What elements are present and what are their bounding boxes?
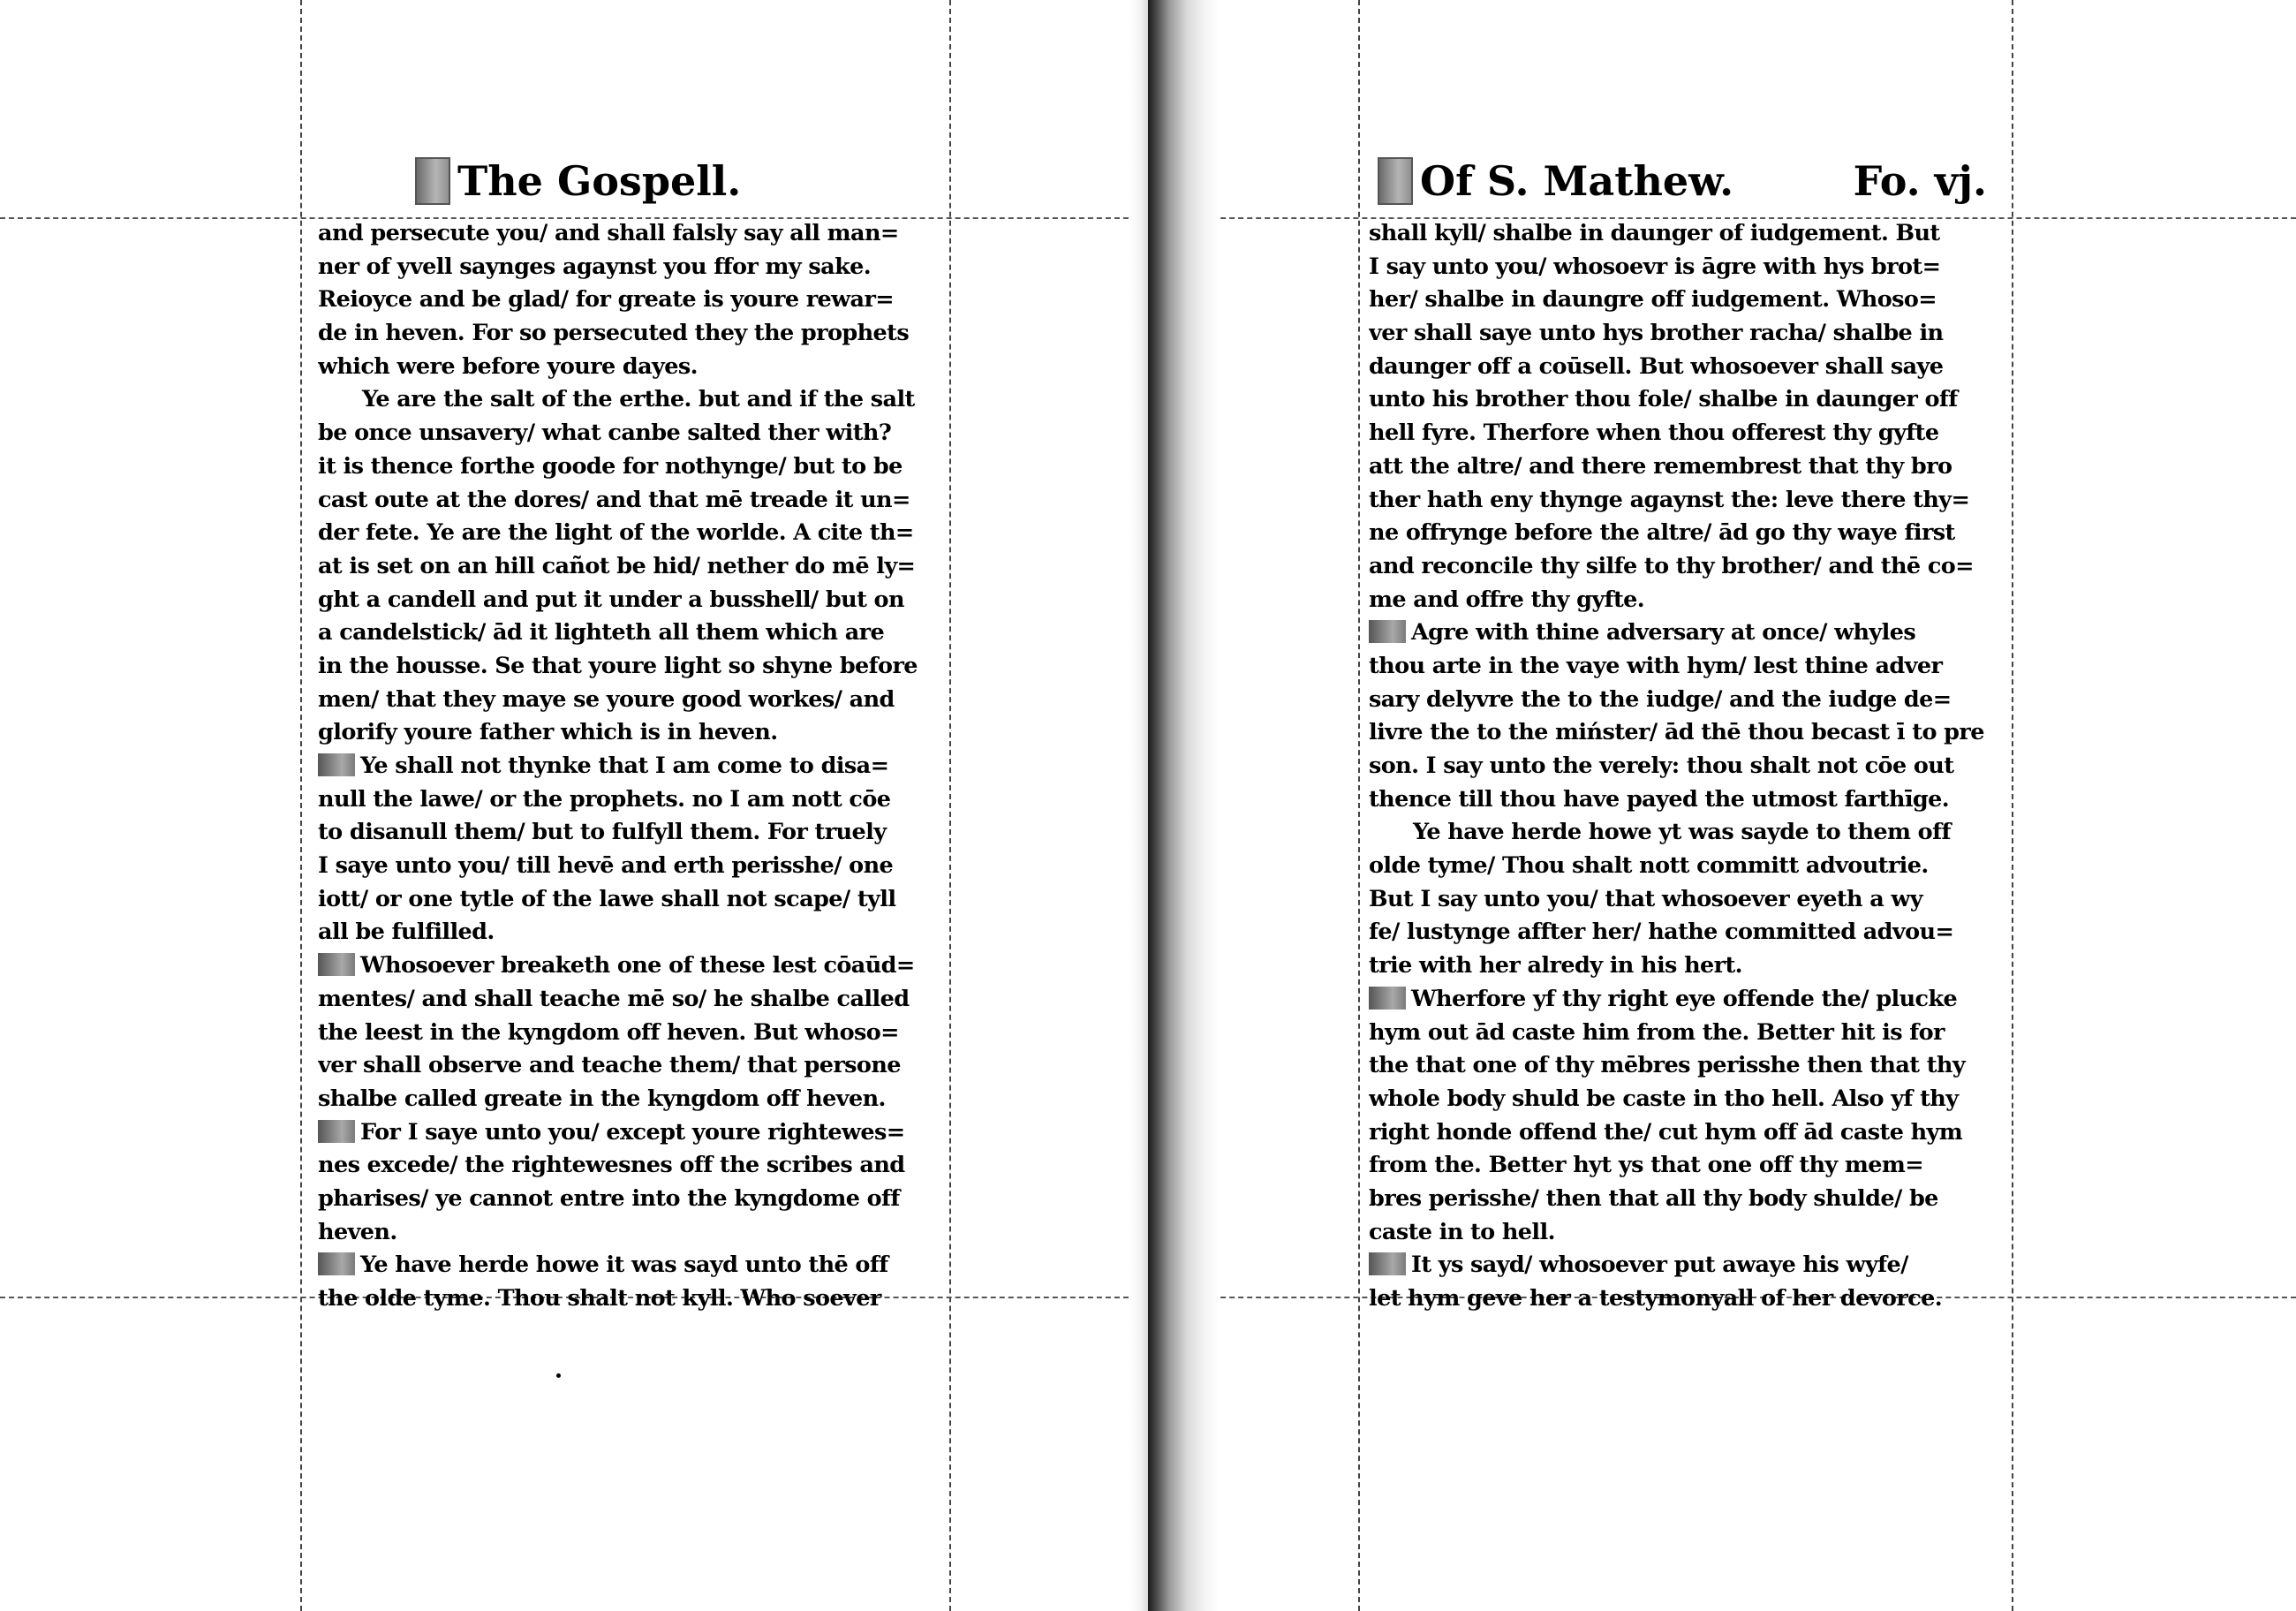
text-line: fe/ lustynge affter her/ hathe committed advou= [1369, 919, 1954, 946]
paragraph-mark-icon [318, 753, 355, 776]
text-line: thou arte in the vaye with hym/ lest thine adver [1369, 652, 1943, 679]
initial-mark-icon [415, 157, 450, 205]
text-line: a candelstick/ ād it lighteth all them which are [318, 619, 885, 647]
initial-mark-icon [1378, 157, 1413, 205]
right-page [1351, 0, 1987, 1611]
guide-line-vertical-4 [2012, 0, 2013, 1611]
text-line: the olde tyme. Thou shalt not kyll. Who soever [318, 1285, 881, 1312]
ink-speck [556, 1373, 561, 1378]
text-line: Reioyce and be glad/ for greate is youre rewar= [318, 286, 895, 314]
text-line: thence till thou have payed the utmost farthīge. [1369, 785, 1950, 813]
folio-number: Fo. vj. [1853, 157, 1987, 205]
text-line: I saye unto you/ till hevē and erth perisshe/ one [318, 852, 894, 880]
text-line: nes excede/ the rightewesnes off the scribes and [318, 1152, 905, 1179]
text-line: Ye have herde howe it was sayd unto thē off [318, 1249, 954, 1282]
text-line: the leest in the kyngdom off heven. But whoso= [318, 1018, 899, 1046]
text-line: sary delyvre the to the iudge/ and the iudge de= [1369, 685, 1952, 713]
text-line: which were before youre dayes. [318, 352, 698, 380]
text-line: her/ shalbe in daungre off iudgement. Whoso= [1369, 286, 1937, 314]
text-line: cast oute at the dores/ and that mē treade it un= [318, 486, 910, 513]
text-line: mentes/ and shall teache mē so/ he shalbe called [318, 985, 910, 1012]
text-line: men/ that they maye se youre good workes/ and [318, 685, 895, 713]
text-line: and persecute you/ and shall falsly say all man= [318, 220, 899, 246]
text-line: For I saye unto you/ except youre rightewes= [318, 1116, 954, 1150]
text-line: at is set on an hill cañot be hid/ nether do mē ly= [318, 552, 916, 579]
text-line: ther hath eny thynge agaynst the: leve there thy= [1369, 486, 1970, 513]
right-page-text [1369, 217, 1987, 1316]
text-line: hym out ād caste him from the. Better hit is for [1369, 1018, 1945, 1046]
paragraph-mark-icon [1369, 1252, 1406, 1275]
text-line: right honde offend the/ cut hym off ād caste hym [1369, 1118, 1963, 1146]
text-line: pharises/ ye cannot entre into the kyngdome off [318, 1184, 900, 1212]
text-line: whole body shuld be caste in tho hell. Also yf thy [1369, 1085, 1959, 1112]
text-line: att the altre/ and there remembrest that thy bro [1369, 452, 1952, 480]
text-line: shalbe called greate in the kyngdom off heven. [318, 1085, 886, 1112]
text-line: unto his brother thou fole/ shalbe in daunger off [1369, 386, 1958, 413]
left-page-text [318, 217, 954, 1316]
text-line: null the lawe/ or the prophets. no I am nott cōe [318, 785, 891, 813]
text-line: caste in to hell. [1369, 1218, 1555, 1245]
left-running-head [415, 152, 741, 210]
text-line: de in heven. For so persecuted they the prophets [318, 320, 910, 347]
text-line: Ye have herde howe yt was sayde to them off [1413, 819, 1951, 846]
text-line: daunger off a coūsell. But whosoever shall saye [1369, 352, 1944, 380]
text-line: iott/ or one tytle of the lawe shall not scape/ tyll [318, 885, 896, 912]
text-line: shall kyll/ shalbe in daunger of iudgement. But [1369, 220, 1940, 246]
left-running-head-text: The Gospell. [457, 157, 742, 205]
text-line: be once unsavery/ what canbe salted ther with? [318, 420, 892, 447]
text-line: and reconcile thy silfe to thy brother/ and thē co= [1369, 552, 1974, 579]
right-running-head-text: Of S. Mathew. [1420, 157, 1734, 205]
text-line: all be fulfilled. [318, 919, 495, 946]
text-line: ver shall saye unto hys brother racha/ shalbe in [1369, 320, 1944, 347]
text-line: der fete. Ye are the light of the worlde. A cite th= [318, 519, 914, 547]
text-line: heven. [318, 1218, 397, 1245]
left-page [300, 0, 954, 1611]
text-line: to disanull them/ but to fulfyll them. For truely [318, 819, 887, 846]
text-line: ver shall observe and teache them/ that persone [318, 1052, 901, 1079]
right-running-head [1378, 152, 1996, 210]
paragraph-mark-icon [1369, 620, 1406, 643]
text-line: son. I say unto the verely: thou shalt not cōe out [1369, 753, 1954, 779]
paragraph-mark-icon [318, 1120, 355, 1143]
text-line: I say unto you/ whosoevr is āgre with hys brot= [1369, 253, 1941, 280]
text-line: olde tyme/ Thou shalt nott committ advoutrie. [1369, 852, 1929, 880]
text-line: It ys sayd/ whosoever put awaye his wyfe/ [1369, 1249, 1987, 1282]
text-line: Ye shall not thynke that I am come to disa= [318, 750, 954, 783]
text-line: me and offre thy gyfte. [1369, 586, 1645, 613]
paragraph-mark-icon [1369, 987, 1406, 1010]
text-line: the that one of thy mēbres perisshe then that thy [1369, 1052, 1966, 1079]
text-line: livre the to the mińster/ ād thē thou becast ī to pre [1369, 719, 1984, 746]
text-line: Agre with thine adversary at once/ whyles [1369, 616, 1987, 650]
text-line: let hym geve her a testymonyall of her devorce. [1369, 1285, 1942, 1312]
paragraph-mark-icon [318, 1252, 355, 1275]
text-line: trie with her alredy in his hert. [1369, 952, 1742, 979]
gutter-shadow [1130, 0, 1148, 1611]
text-line: from the. Better hyt ys that one off thy mem= [1369, 1152, 1924, 1179]
text-line: Whosoever breaketh one of these lest cōaūd= [318, 949, 954, 983]
text-line: Wherfore yf thy right eye offende the/ plucke [1369, 983, 1987, 1017]
text-line: hell fyre. Therfore when thou offerest thy gyfte [1369, 420, 1939, 447]
text-line: But I say unto you/ that whosoever eyeth a wy [1369, 885, 1922, 912]
text-line: ne offrynge before the altre/ ād go thy waye first [1369, 519, 1955, 547]
text-line: in the housse. Se that youre light so shyne before [318, 652, 918, 679]
book-gutter [1148, 0, 1219, 1611]
paragraph-mark-icon [318, 953, 355, 976]
text-line: it is thence forthe goode for nothynge/ but to be [318, 452, 903, 480]
text-line: ner of yvell saynges agaynst you ffor my sake. [318, 253, 872, 280]
text-line: glorify youre father which is in heven. [318, 719, 778, 746]
text-line: bres perisshe/ then that all thy body shulde/ be [1369, 1184, 1938, 1212]
text-line: ght a candell and put it under a busshell/ but on [318, 586, 904, 613]
text-line: Ye are the salt of the erthe. but and if the salt [362, 386, 915, 413]
